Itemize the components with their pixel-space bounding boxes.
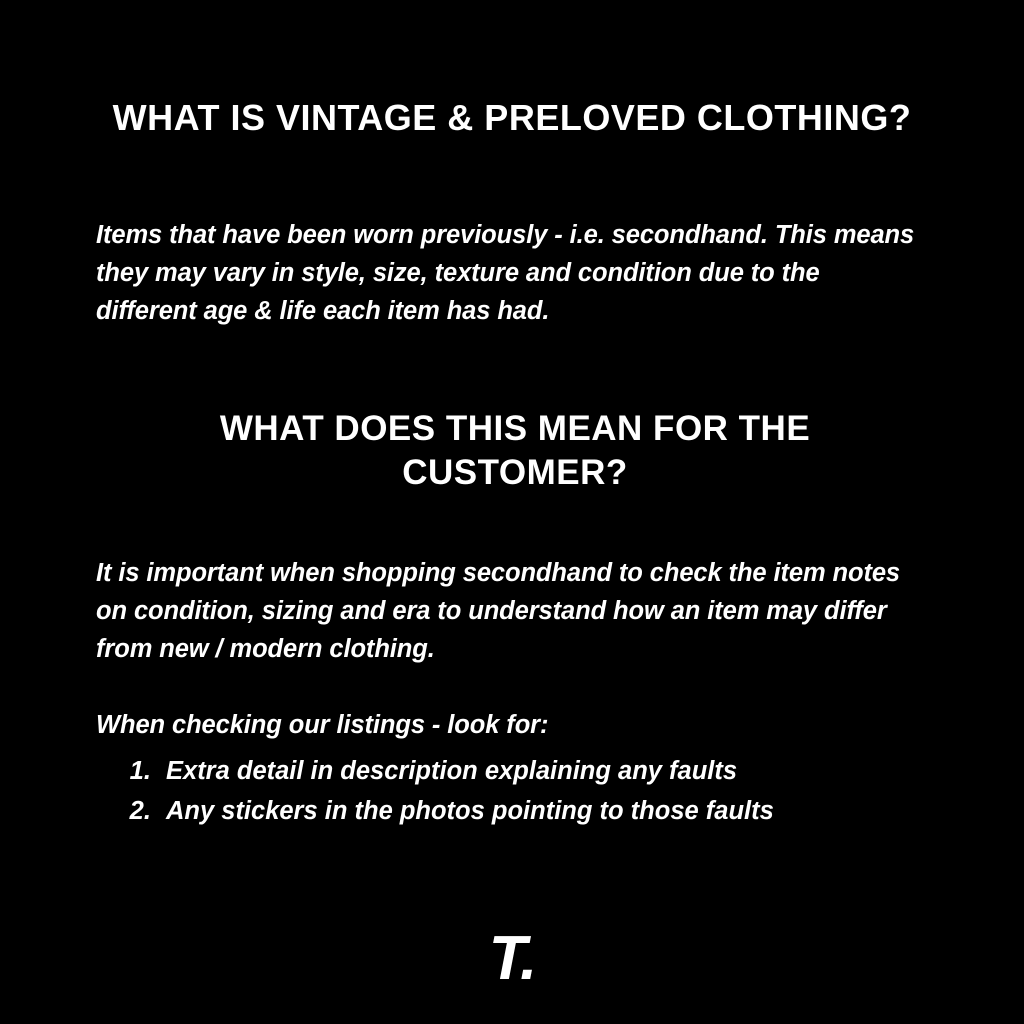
- customer-guidance-paragraph: It is important when shopping secondhand to check the item notes on condition, sizing and era to understand how an item may differ from new / modern clothing.: [96, 558, 901, 663]
- definition-paragraph: Items that have been worn previously - i.e. secondhand. This means they may vary in style, size, texture and condition due to the different age & life each item has had.: [96, 220, 915, 325]
- listings-intro-paragraph: When checking our listings - look for:: [96, 710, 549, 739]
- brand-logo: T.: [488, 924, 536, 993]
- checklist: [96, 752, 926, 833]
- list-item: 1. Extra detail in description explaining any faults: [158, 752, 926, 790]
- page-title: WHAT IS VINTAGE & PRELOVED CLOTHING?: [112, 97, 912, 139]
- list-item: 2. Any stickers in the photos pointing to those faults: [158, 792, 926, 830]
- section-heading-customer: WHAT DOES THIS MEAN FOR THE CUSTOMER?: [219, 409, 811, 492]
